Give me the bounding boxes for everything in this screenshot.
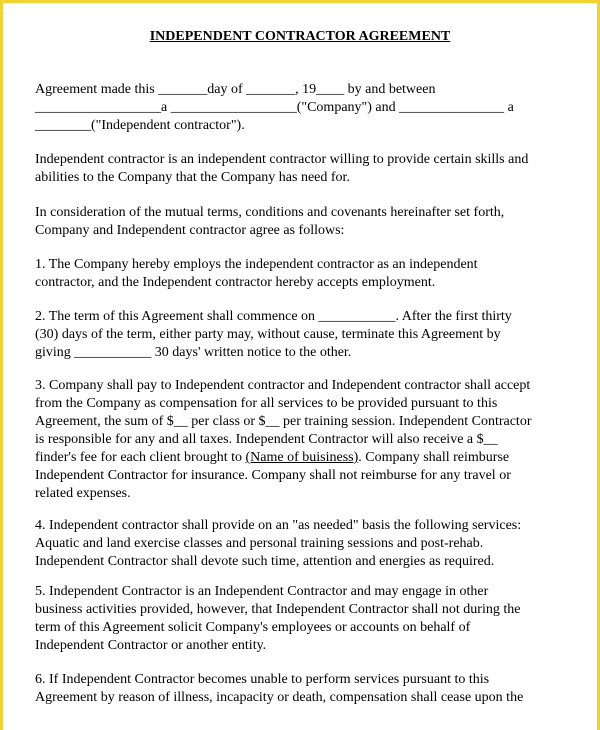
clause-5-line: 5. Independent Contractor is an Independent Contractor and may engage in other [35,584,489,599]
clause-3-line: from the Company as compensation for all services to be provided pursuant to this [35,396,498,411]
clause-3-line: is responsible for any and all taxes. Independent Contractor will also receive a $__ [35,432,498,447]
clause-6-line: 6. If Independent Contractor becomes unable to perform services pursuant to this [35,672,490,687]
clause-3-line [35,449,580,467]
intro-line: __________________a __________________("Company") and _______________ a [35,100,514,115]
definition-line: abilities to the Company that the Company has need for. [35,170,350,185]
consideration-paragraph [35,204,580,240]
clause-3-line: Agreement, the sum of $__ per class or $__ per training session. Independent Contractor [35,414,532,429]
clause-4 [35,517,580,571]
document-title: INDEPENDENT CONTRACTOR AGREEMENT [149,29,451,44]
clause-6-line: Agreement by reason of illness, incapacity or death, compensation shall cease upon the [35,690,524,705]
consideration-line: In consideration of the mutual terms, conditions and covenants hereinafter set forth, [35,205,505,220]
clause-1 [35,256,580,292]
business-name-placeholder: (Name of buisiness) [245,450,359,465]
clause-2-line: giving ___________ 30 days' written notice to the other. [35,345,352,360]
clause-3-line: 3. Company shall pay to Independent contractor and Independent contractor shall accept [35,378,531,393]
clause-6 [35,671,580,707]
clause-1-line: 1. The Company hereby employs the independent contractor as an independent [35,257,478,272]
clause-2-line: 2. The term of this Agreement shall commence on ___________. After the first thirty [35,309,512,324]
definition-paragraph [35,151,580,187]
reimburse-text: . Company shall reimburse [358,450,510,465]
clause-2 [35,308,580,362]
intro-paragraph [35,81,580,135]
definition-line: Independent contractor is an independent contractor willing to provide certain skills and [35,152,529,167]
clause-4-line: Aquatic and land exercise classes and personal training sessions and post-rehab. [35,536,484,551]
clause-3 [35,377,580,503]
clause-1-line: contractor, and the Independent contractor hereby accepts employment. [35,275,436,290]
clause-5-line: term of this Agreement solicit Company's employees or accounts on behalf of [35,620,471,635]
clause-2-line: (30) days of the term, either party may, without cause, terminate this Agreement by [35,327,501,342]
clause-3-line: related expenses. [35,486,131,501]
clause-5 [35,583,580,655]
clause-3-line: Independent Contractor for insurance. Company shall not reimburse for any travel or [35,468,511,483]
clause-4-line: 4. Independent contractor shall provide on an "as needed" basis the following services: [35,518,522,533]
clause-4-line: Independent Contractor shall devote such time, attention and energies as required. [35,554,495,569]
finder-fee-text: finder's fee for each client brought to [35,450,246,465]
intro-line: Agreement made this _______day of _______, 19____ by and between [35,82,436,97]
clause-5-line: business activities provided, however, that Independent Contractor shall not during the [35,602,521,617]
intro-line: ________("Independent contractor"). [35,118,245,133]
document-page [3,3,597,730]
clause-5-line: Independent Contractor or another entity. [35,638,267,653]
consideration-line: Company and Independent contractor agree as follows: [35,223,345,238]
